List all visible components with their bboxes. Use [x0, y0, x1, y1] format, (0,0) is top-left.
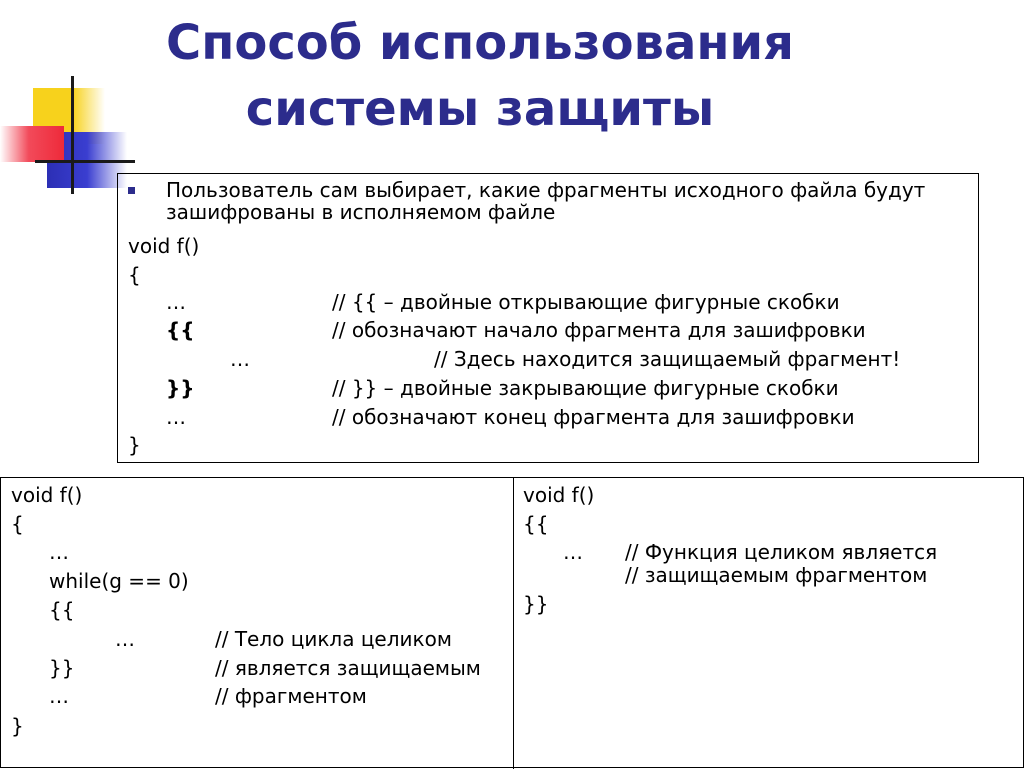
code-comment: // {{ – двойные открывающие фигурные скобки	[332, 290, 840, 314]
column-divider	[513, 478, 514, 769]
red-square	[0, 126, 64, 162]
code-comment: // Здесь находится защищаемый фрагмент!	[434, 347, 901, 371]
bullet-text: Пользователь сам выбирает, какие фрагменты исходного файла будут зашифрованы в исполняемом файле	[166, 178, 926, 224]
code-comment: // является защищаемым	[215, 656, 481, 680]
code-ellipsis: …	[49, 540, 69, 564]
code-line: void f()	[128, 234, 200, 258]
code-ellipsis: …	[230, 347, 250, 371]
code-line: }	[128, 433, 141, 457]
code-line: }	[11, 714, 24, 738]
code-line: {{	[49, 598, 75, 622]
open-braces: {{	[166, 318, 195, 342]
code-comment: // Функция целиком является	[625, 540, 938, 564]
code-comment: // }} – двойные закрывающие фигурные скобки	[332, 376, 839, 400]
code-ellipsis: …	[166, 290, 186, 314]
bullet-square-icon	[128, 187, 135, 194]
code-comment: // защищаемым фрагментом	[625, 563, 928, 587]
code-line: }}	[49, 656, 75, 680]
code-line: while(g == 0)	[49, 569, 189, 593]
code-ellipsis: …	[166, 405, 186, 429]
code-line: void f()	[11, 483, 83, 507]
code-comment: // фрагментом	[215, 684, 367, 708]
code-comment: // обозначают начало фрагмента для зашифровки	[332, 318, 866, 342]
code-line: {{	[523, 512, 549, 536]
code-comment: // обозначают конец фрагмента для зашифровки	[332, 405, 855, 429]
title-line-1: Способ использования	[165, 15, 794, 71]
code-line: }}	[523, 592, 549, 616]
horizontal-line	[35, 160, 135, 163]
vertical-line	[71, 76, 74, 194]
code-ellipsis: …	[49, 684, 69, 708]
close-braces: }}	[166, 376, 195, 400]
code-line: void f()	[523, 483, 595, 507]
bottom-examples-table	[0, 477, 1024, 768]
code-ellipsis: …	[115, 627, 135, 651]
slide-title	[110, 10, 850, 142]
code-line: {	[11, 512, 24, 536]
code-comment: // Тело цикла целиком	[215, 627, 452, 651]
code-ellipsis: …	[563, 540, 583, 564]
code-line: {	[128, 263, 141, 287]
top-code-box	[117, 173, 979, 463]
title-line-2: системы защиты	[245, 81, 715, 137]
